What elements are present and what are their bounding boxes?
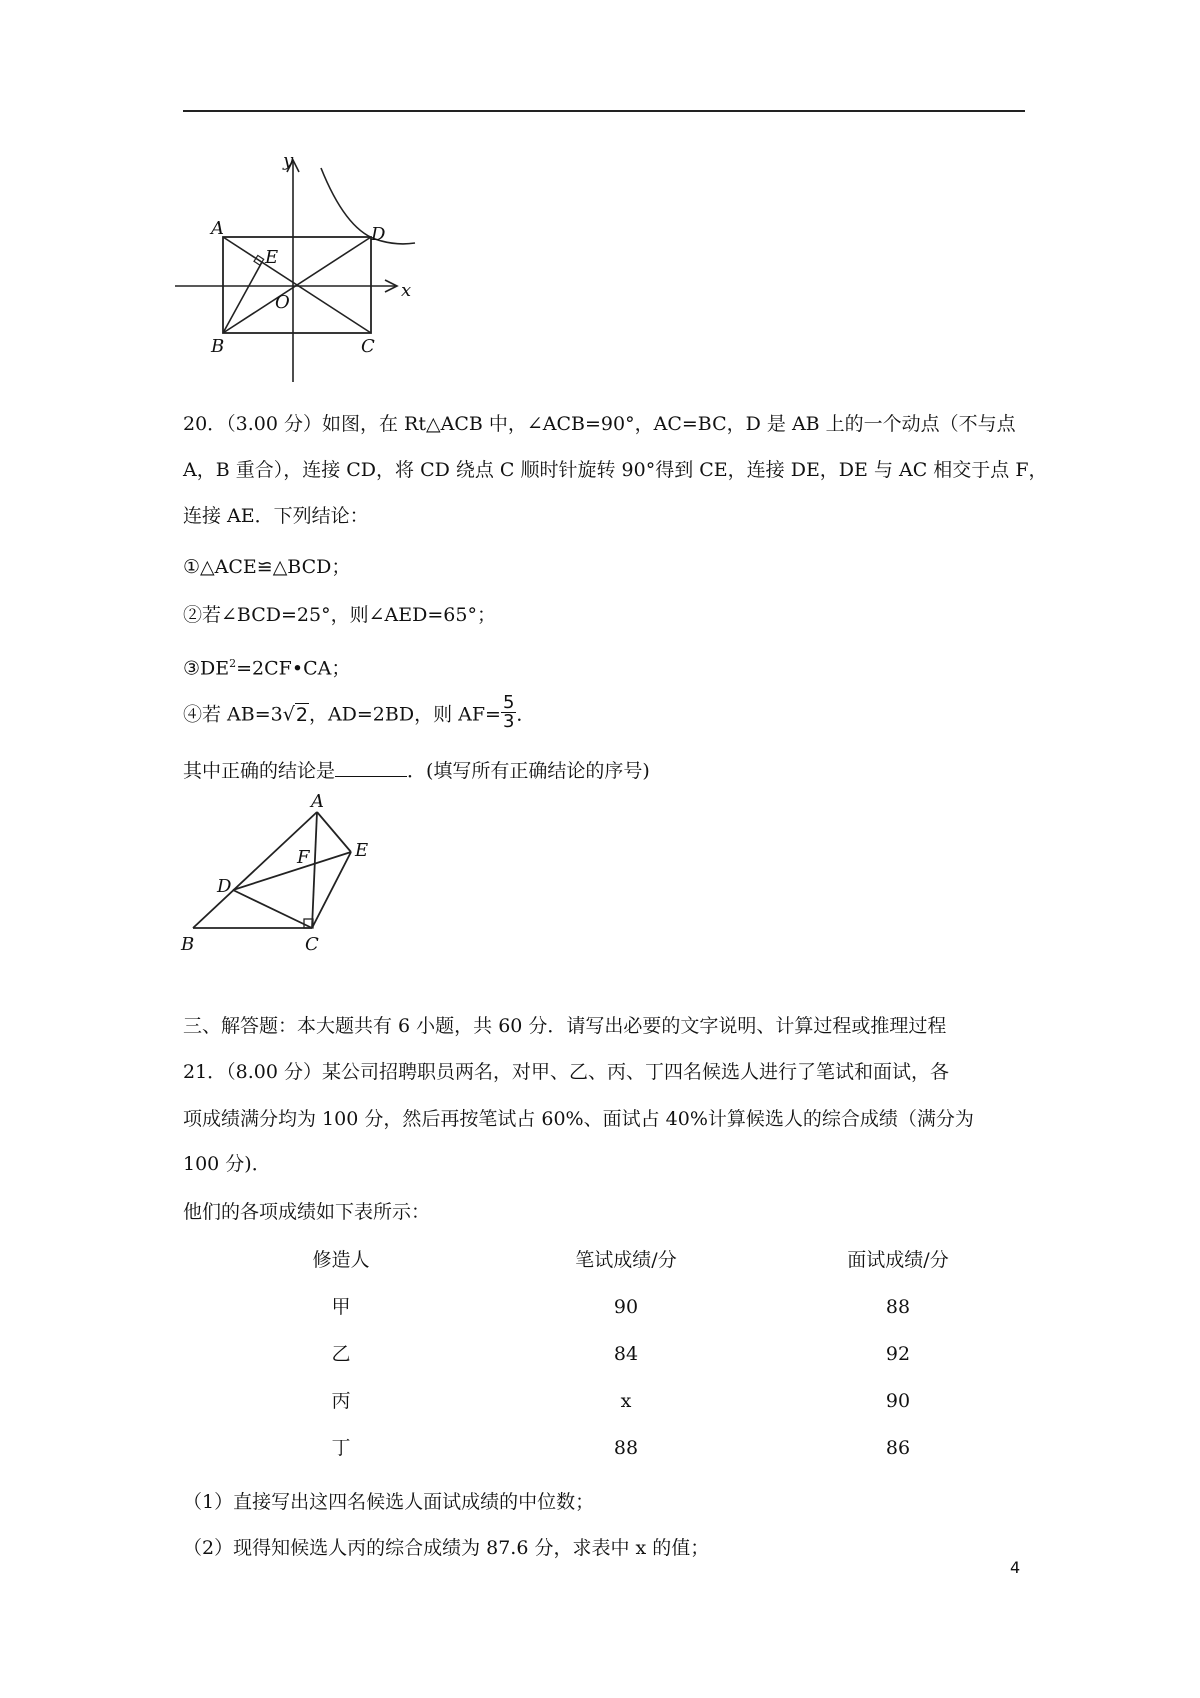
cell-written: 84 [613, 1343, 639, 1365]
ask-suffix: ．(填写所有正确结论的序号) [407, 760, 650, 782]
sqrt-expression: √2 [282, 703, 308, 726]
q21-line-1: 21．（8.00 分）某公司招聘职员两名，对甲、乙、丙、丁四名候选人进行了笔试和面试，各 [183, 1061, 950, 1083]
label-F: F [297, 847, 310, 868]
fraction-denominator: 3 [502, 711, 515, 732]
q20-ask [183, 757, 650, 785]
cell-interview: 88 [885, 1296, 911, 1318]
label-D: D [217, 876, 232, 897]
cell-candidate: 甲 [331, 1296, 351, 1318]
fraction-numerator: 5 [502, 692, 515, 713]
q20-line-1: 20．（3.00 分）如图，在 Rt△ACB 中，∠ACB=90°，AC=BC，D 是 AB 上的一个动点（不与点 [183, 413, 1016, 435]
c3-suffix: =2CF•CA； [236, 657, 351, 680]
cell-candidate: 丙 [331, 1390, 351, 1412]
c4-prefix: ④若 AB=3 [183, 703, 283, 726]
header-candidate: 修造人 [312, 1249, 370, 1271]
fraction-af [501, 694, 516, 731]
cell-interview: 92 [885, 1343, 911, 1365]
header-rule [183, 110, 1025, 112]
table-row [183, 1434, 1025, 1462]
label-A: A [311, 791, 324, 812]
answer-blank[interactable] [335, 758, 407, 777]
q21-line-3: 100 分)． [183, 1153, 271, 1175]
q21-line-4: 他们的各项成绩如下表所示： [183, 1201, 431, 1223]
q20-line-3: 连接 AE．下列结论： [183, 505, 369, 527]
header-interview: 面试成绩/分 [847, 1249, 949, 1271]
cell-written: 90 [613, 1296, 639, 1318]
q20-conclusion-3 [183, 650, 350, 682]
table-row [183, 1340, 1025, 1368]
c4-end: ． [516, 703, 536, 726]
cell-written: 88 [613, 1437, 639, 1459]
c3-exponent: 2 [229, 657, 237, 670]
cell-candidate: 乙 [331, 1343, 351, 1365]
q20-conclusion-4 [183, 692, 536, 732]
q21-line-2: 项成绩满分均为 100 分，然后再按笔试占 60%、面试占 40%计算候选人的综合成绩（满分为 [183, 1108, 974, 1130]
label-x: x [401, 280, 412, 301]
cell-written: x [620, 1390, 632, 1412]
header-written: 笔试成绩/分 [575, 1249, 677, 1271]
sqrt-radicand: 2 [295, 703, 308, 726]
page-number: 4 [1010, 1558, 1021, 1577]
cell-candidate: 丁 [331, 1437, 351, 1459]
c4-mid: ，AD=2BD，则 AF= [308, 703, 501, 726]
label-B: B [211, 336, 225, 357]
q20-conclusion-2: ②若∠BCD=25°，则∠AED=65°； [183, 604, 496, 626]
label-C: C [305, 934, 319, 955]
c3-prefix: ③DE [183, 657, 230, 680]
table-row [183, 1293, 1025, 1321]
cell-interview: 86 [885, 1437, 911, 1459]
label-y: y [283, 150, 294, 171]
label-C: C [361, 336, 375, 357]
table-header-row [183, 1246, 1025, 1274]
q20-conclusion-1: ①△ACE≌△BCD； [183, 556, 351, 578]
label-E: E [355, 840, 369, 861]
section-3-heading: 三、解答题：本大题共有 6 小题，共 60 分．请写出必要的文字说明、计算过程或推理过程 [183, 1015, 947, 1037]
q20-line-2: A，B 重合），连接 CD，将 CD 绕点 C 顺时针旋转 90°得到 CE，连接 DE，DE 与 AC 相交于点 F， [183, 459, 1048, 481]
q21-sub-1: （1）直接写出这四名候选人面试成绩的中位数； [183, 1491, 595, 1513]
label-E: E [265, 247, 279, 268]
ask-prefix: 其中正确的结论是 [183, 760, 336, 782]
label-D: D [371, 224, 386, 245]
table-row [183, 1387, 1025, 1415]
q21-sub-2: （2）现得知候选人丙的综合成绩为 87.6 分，求表中 x 的值； [183, 1537, 710, 1559]
label-A: A [211, 218, 224, 239]
cell-interview: 90 [885, 1390, 911, 1412]
label-B: B [181, 934, 195, 955]
label-O: O [275, 292, 290, 313]
figure-rectangle-hyperbola [175, 150, 435, 390]
figure-triangle-rotation [175, 790, 395, 960]
